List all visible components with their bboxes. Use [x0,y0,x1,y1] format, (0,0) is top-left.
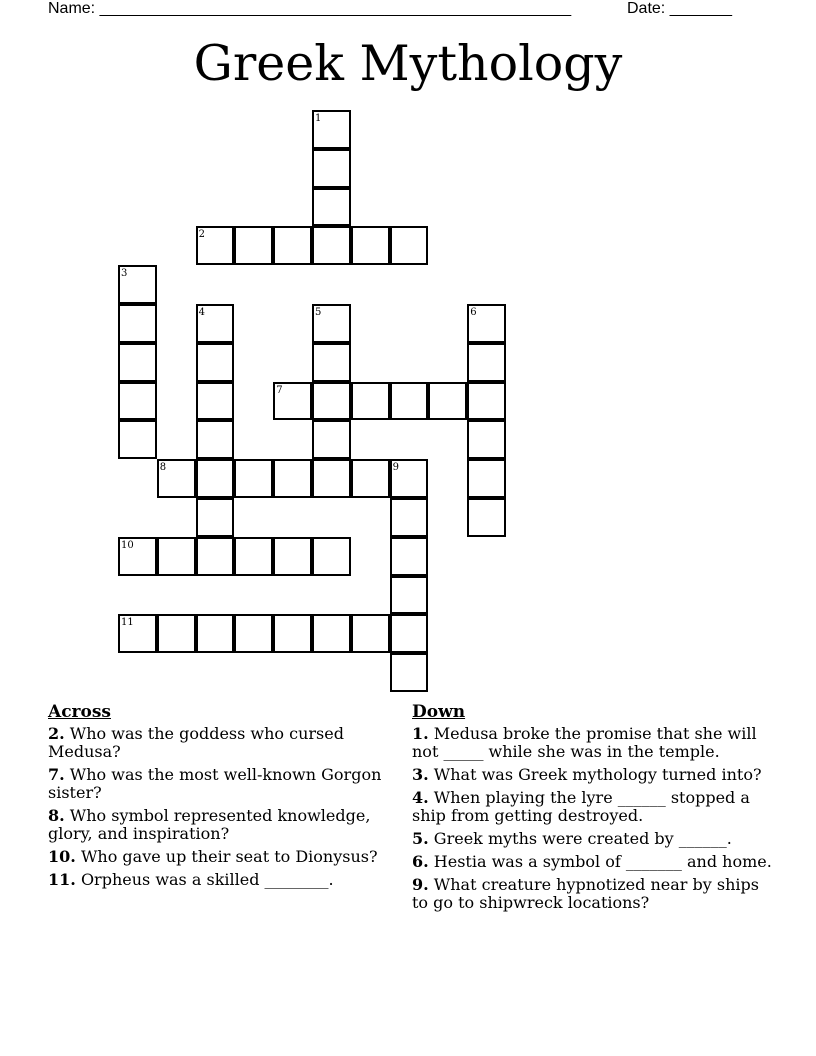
grid-cell[interactable] [118,537,157,576]
grid-cell[interactable] [390,498,429,537]
clue-text: What was Greek mythology turned into? [433,765,762,784]
grid-cell[interactable] [118,614,157,653]
grid-cell[interactable] [390,614,429,653]
grid-cell[interactable] [390,226,429,265]
clue-text: Medusa broke the promise that she will not _____ while she was in the temple. [412,724,757,761]
grid-cell[interactable] [467,420,506,459]
down-clues [412,703,772,917]
down-clue [412,766,772,784]
clue-number-label: 3 [121,268,128,280]
clue-text: Who was the most well-known Gorgon sister? [48,765,382,802]
grid-cell[interactable] [234,226,273,265]
grid-cell[interactable] [157,459,196,498]
clue-text: Greek myths were created by ______. [433,829,732,848]
clue-number: 11. [48,870,76,889]
clue-number-label: 1 [315,113,322,124]
grid-cell[interactable] [196,537,235,576]
across-clues [48,703,388,894]
puzzle-title: Greek Mythology [193,35,623,92]
grid-cell[interactable] [351,459,390,498]
grid-cell[interactable] [234,537,273,576]
grid-cell[interactable] [234,614,273,653]
across-clue [48,766,388,802]
name-field-label: Name: _____________________________________________________ [48,0,572,17]
grid-cell[interactable] [467,459,506,498]
date-field-label: Date: _______ [627,0,732,17]
grid-cell[interactable] [390,537,429,576]
clue-text: Hestia was a symbol of _______ and home. [433,852,772,871]
grid-cell[interactable] [351,382,390,421]
clue-number-label: 8 [159,462,167,474]
grid-cell[interactable] [312,226,351,265]
grid-cell[interactable] [196,614,235,653]
down-clue [412,853,772,871]
grid-cell[interactable] [467,498,506,537]
down-clue [412,830,772,848]
grid-cell[interactable] [196,420,235,459]
grid-cell[interactable] [196,382,235,421]
clue-number: 7. [48,765,65,784]
grid-cell[interactable] [157,614,196,653]
clue-number: 2. [48,724,65,743]
clue-text: Orpheus was a skilled ________. [80,870,334,889]
grid-cell[interactable] [312,382,351,421]
clue-number-label: 11 [121,617,134,629]
clue-number-label: 10 [121,539,134,551]
grid-cell[interactable] [351,614,390,653]
clue-number: 1. [412,724,429,743]
grid-cell[interactable] [234,459,273,498]
grid-cell[interactable] [428,382,467,421]
grid-cell[interactable] [351,226,390,265]
clue-number-label: 5 [315,307,322,318]
grid-cell[interactable] [390,653,429,692]
grid-cell[interactable] [196,343,235,382]
across-clue [48,725,388,761]
clue-number-label: 7 [276,384,283,396]
grid-cell[interactable] [273,537,312,576]
across-clue [48,848,388,866]
down-clue [412,876,772,912]
clue-text: Who was the goddess who cursed Medusa? [48,724,344,761]
clue-number: 8. [48,806,65,825]
grid-cell[interactable] [312,110,351,149]
grid-cell[interactable] [273,382,312,421]
grid-cell[interactable] [118,265,157,304]
clue-text: What creature hypnotized near by ships to go to shipwreck locations? [412,875,759,912]
down-clue [412,725,772,761]
grid-cell[interactable] [467,343,506,382]
clue-number: 5. [412,829,429,848]
grid-cell[interactable] [390,382,429,421]
clue-number: 6. [412,852,429,871]
clue-number: 9. [412,875,429,894]
grid-cell[interactable] [312,614,351,653]
clue-text: When playing the lyre ______ stopped a ship from getting destroyed. [412,788,750,825]
clue-number: 10. [48,847,76,866]
clue-number-label: 9 [392,462,399,474]
clue-number-label: 6 [470,307,477,318]
clue-number: 3. [412,765,429,784]
down-heading: Down [412,702,466,722]
down-clue [412,789,772,825]
grid-cell[interactable] [312,343,351,382]
grid-cell[interactable] [312,149,351,188]
grid-cell[interactable] [273,459,312,498]
grid-cell[interactable] [273,614,312,653]
grid-cell[interactable] [312,459,351,498]
grid-cell[interactable] [390,576,429,615]
across-heading: Across [48,702,111,722]
grid-cell[interactable] [196,498,235,537]
grid-cell[interactable] [273,226,312,265]
grid-cell[interactable] [312,188,351,227]
clue-number-label: 2 [198,229,205,241]
grid-cell[interactable] [196,459,235,498]
clue-number-label: 4 [198,307,205,318]
grid-cell[interactable] [312,420,351,459]
grid-cell[interactable] [157,537,196,576]
grid-cell[interactable] [312,304,351,343]
grid-cell[interactable] [118,382,157,421]
grid-cell[interactable] [467,304,506,343]
grid-cell[interactable] [196,304,235,343]
grid-cell[interactable] [196,226,235,265]
grid-cell[interactable] [312,537,351,576]
grid-cell[interactable] [390,459,429,498]
grid-cell[interactable] [118,304,157,343]
grid-cell[interactable] [118,343,157,382]
clue-text: Who symbol represented knowledge, glory, and inspiration? [48,806,371,843]
across-clue [48,871,388,889]
clue-number: 4. [412,788,429,807]
clue-text: Who gave up their seat to Dionysus? [80,847,378,866]
grid-cell[interactable] [118,420,157,459]
grid-cell[interactable] [467,382,506,421]
across-clue [48,807,388,843]
